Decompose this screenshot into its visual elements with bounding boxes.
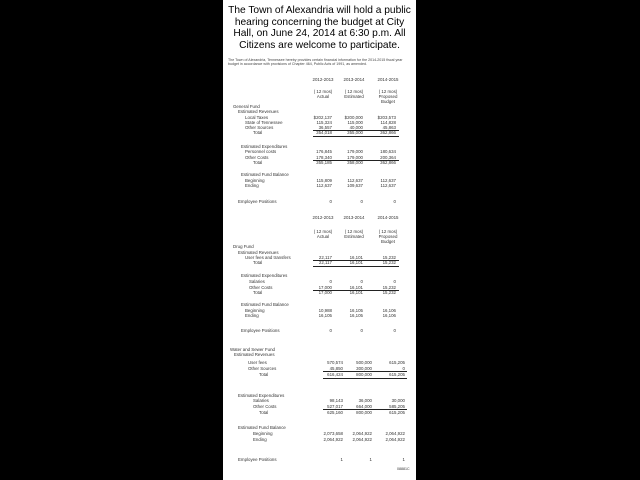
water-bal-0-c3: 2,064,922 [385,431,405,436]
water-emp-c2: 1 [369,457,372,462]
water-emp-c1: 1 [340,457,343,462]
drug-rev-label-0: User fees and transfers [245,255,291,260]
general-exp-0-c1: 176,845 [316,149,332,154]
general-rev-1-c1: 115,324 [316,120,332,125]
col2-sub-1b: Actual [316,234,330,239]
drug-exp-2-c1: 17,000 [318,290,332,295]
water-rev-2-c3: 615,205 [389,372,405,377]
drug-emp-c3: 0 [393,328,396,333]
water-rev-title: Estimated Revenues [234,352,275,357]
drug-bal-1-c3: 16,106 [382,313,396,318]
water-bal-label-0: Beginning [253,431,273,436]
drug-rev-title: Estimated Revenues [238,250,279,255]
water-exp-0-c2: 36,000 [358,398,372,403]
general-rev-0-c2: $200,000 [344,115,363,120]
col2-sub-2a: ( 12 mos) [344,229,364,234]
drug-rev-total-rule [313,266,399,267]
col2-year-3: 2014-2015 [377,215,399,220]
general-bal-0-c1: 115,809 [316,178,332,183]
water-bal-0-c2: 2,064,922 [352,431,372,436]
general-emp-c3: 0 [393,199,396,204]
drug-bal-label-1: Ending [245,313,259,318]
general-rev-label-3: Total [253,130,263,135]
col-sub-1a: ( 12 mos) [313,89,333,94]
water-rev-total-rule [323,378,407,379]
col-sub-2a: ( 12 mos) [344,89,364,94]
water-exp-1-c1: 527,017 [327,404,343,409]
drug-rev-1-c3: 15,232 [382,260,396,265]
general-emp-label: Employee Positions [238,199,277,204]
drug-exp-1-c3: 15,232 [382,285,396,290]
water-bal-1-c1: 2,064,922 [323,437,343,442]
general-rev-1-c3: 114,828 [380,120,396,125]
general-rev-label-0: Local Taxes [245,115,269,120]
water-bal-label-1: Ending [253,437,267,442]
drug-exp-0-c1: 0 [329,279,332,284]
general-exp-1-c3: 200,364 [380,155,396,160]
drug-bal-title: Estimated Fund Balance [241,302,289,307]
water-exp-0-c1: 98,143 [329,398,343,403]
general-bal-title: Estimated Fund Balance [241,172,289,177]
water-rev-label-2: Total [259,372,269,377]
drug-exp-label-0: Salaries [249,279,265,284]
general-bal-0-c2: 112,637 [347,178,363,183]
general-rev-2-c3: 45,863 [382,125,396,130]
water-bal-0-c1: 2,073,658 [323,431,343,436]
footer-tag: 08881C [397,467,410,471]
drug-exp-2-c2: 16,101 [349,290,363,295]
col2-sub-3b: Proposed [378,234,398,239]
drug-rev-1-c2: 16,101 [349,260,363,265]
drug-exp-label-2: Total [253,290,263,295]
col2-year-2: 2013-2014 [343,215,365,220]
water-bal-title: Estimated Fund Balance [238,425,286,430]
drug-exp-0-c3: 0 [393,279,396,284]
drug-fund-title: Drug Fund [233,244,254,249]
col-sub-3a: ( 12 mos) [378,89,398,94]
drug-exp-title: Estimated Expenditures [241,273,288,278]
drug-rev-0-c1: 22,117 [318,255,332,260]
water-exp-1-c2: 664,000 [356,404,372,409]
water-emp-c3: 1 [402,457,405,462]
water-fund-title: Water and Sewer Fund [230,347,275,352]
general-exp-1-c2: 179,000 [347,155,363,160]
general-exp-0-c2: 179,000 [347,149,363,154]
water-exp-title: Estimated Expenditures [238,393,285,398]
water-rev-2-c1: 616,424 [327,372,343,377]
general-rev-3-c1: 354,018 [316,130,332,135]
drug-bal-1-c1: 16,105 [318,313,332,318]
general-bal-label-1: Ending [245,183,259,188]
water-rev-label-0: User fees [248,360,267,365]
general-rev-0-c1: $202,137 [313,115,332,120]
drug-exp-1-c2: 16,101 [349,285,363,290]
drug-bal-1-c2: 16,105 [349,313,363,318]
water-rev-0-c1: 570,574 [327,360,343,365]
water-bal-1-c2: 2,064,922 [352,437,372,442]
general-emp-c2: 0 [360,199,363,204]
water-rev-label-1: Other Sources [248,366,277,371]
col-sub-3c: Budget [381,99,395,104]
water-rev-1-c1: 45,850 [329,366,343,371]
drug-emp-c1: 0 [329,328,332,333]
water-exp-0-c3: 30,000 [391,398,405,403]
col-year-1: 2012-2013 [312,77,334,82]
general-fund-title: General Fund [233,104,260,109]
general-rev-2-c1: 36,557 [318,125,332,130]
water-rev-0-c3: 615,205 [389,360,405,365]
water-rev-1-c3: 0 [402,366,405,371]
water-exp-1-c3: 585,205 [389,404,405,409]
col-sub-3b: Proposed [378,94,398,99]
water-emp-label: Employee Positions [238,457,277,462]
budget-notice [223,0,416,480]
general-rev-title: Estimated Revenues [238,109,279,114]
headline: The Town of Alexandria will hold a public hearing concerning the budget at City Hall, on June 24, 2014 at 6:30 p.m. All Citizens are welcome to participate. [228,5,411,51]
general-bal-1-c3: 112,637 [380,183,396,188]
drug-emp-c2: 0 [360,328,363,333]
general-exp-2-c1: 355,185 [316,160,332,165]
drug-rev-label-1: Total [253,260,263,265]
general-rev-total-rule [313,136,399,137]
drug-exp-1-c1: 17,000 [318,285,332,290]
general-bal-1-c1: 112,637 [316,183,332,188]
water-rev-2-c2: 800,000 [356,372,372,377]
water-rev-0-c2: 500,000 [356,360,372,365]
col-year-2: 2013-2014 [343,77,365,82]
drug-exp-label-1: Other Costs [249,285,273,290]
col2-year-1: 2012-2013 [312,215,334,220]
drug-rev-0-c3: 15,232 [382,255,396,260]
drug-rev-1-c1: 22,117 [318,260,332,265]
water-bal-1-c3: 2,064,922 [385,437,405,442]
general-exp-1-c1: 178,340 [316,155,332,160]
drug-bal-0-c3: 16,106 [382,308,396,313]
col-year-3: 2014-2015 [377,77,399,82]
drug-emp-label: Employee Positions [241,328,280,333]
water-exp-2-c2: 800,000 [356,410,372,415]
general-emp-c1: 0 [329,199,332,204]
general-rev-0-c3: $203,573 [377,115,396,120]
general-exp-label-2: Total [253,160,263,165]
drug-exp-0-c2: 0 [360,279,363,284]
general-exp-0-c3: 180,634 [380,149,396,154]
general-bal-0-c3: 112,637 [380,178,396,183]
general-exp-label-0: Personnel costs [245,149,277,154]
general-exp-title: Estimated Expenditures [241,144,288,149]
general-rev-3-c2: 355,000 [347,130,363,135]
water-exp-label-0: Salaries [253,398,269,403]
col2-sub-3a: ( 12 mos) [378,229,398,234]
drug-rev-0-c2: 16,101 [349,255,363,260]
water-exp-label-1: Other Costs [253,404,277,409]
col2-sub-1a: ( 12 mos) [313,229,333,234]
general-bal-1-c2: 109,637 [347,183,363,188]
water-rev-1-c2: 300,000 [356,366,372,371]
water-exp-label-2: Total [259,410,269,415]
general-exp-2-c2: 358,000 [347,160,363,165]
col-sub-2b: Estimated [344,94,364,99]
drug-bal-0-c2: 16,105 [349,308,363,313]
general-exp-2-c3: 362,866 [380,160,396,165]
water-exp-2-c3: 615,205 [389,410,405,415]
drug-exp-2-c3: 15,232 [382,290,396,295]
general-rev-3-c3: 362,866 [380,130,396,135]
general-rev-1-c2: 115,000 [347,120,363,125]
drug-bal-label-0: Beginning [245,308,265,313]
general-rev-2-c2: 40,000 [349,125,363,130]
col2-sub-2b: Estimated [344,234,364,239]
drug-bal-0-c1: 10,988 [318,308,332,313]
intro-paragraph: The Town of Alexandria, Tennessee hereby provides certain financial information for the 2014-2015 fiscal year budget in accordance with provisions of Chapter 464, Public Acts of 1991, as amended. [228,58,403,67]
general-exp-label-1: Other Costs [245,155,269,160]
water-exp-2-c1: 625,160 [327,410,343,415]
col-sub-1b: Actual [316,94,330,99]
general-rev-label-2: Other Sources [245,125,274,130]
general-rev-label-1: State of Tennessee [245,120,283,125]
col2-sub-3c: Budget [381,239,395,244]
general-bal-label-0: Beginning [245,178,265,183]
